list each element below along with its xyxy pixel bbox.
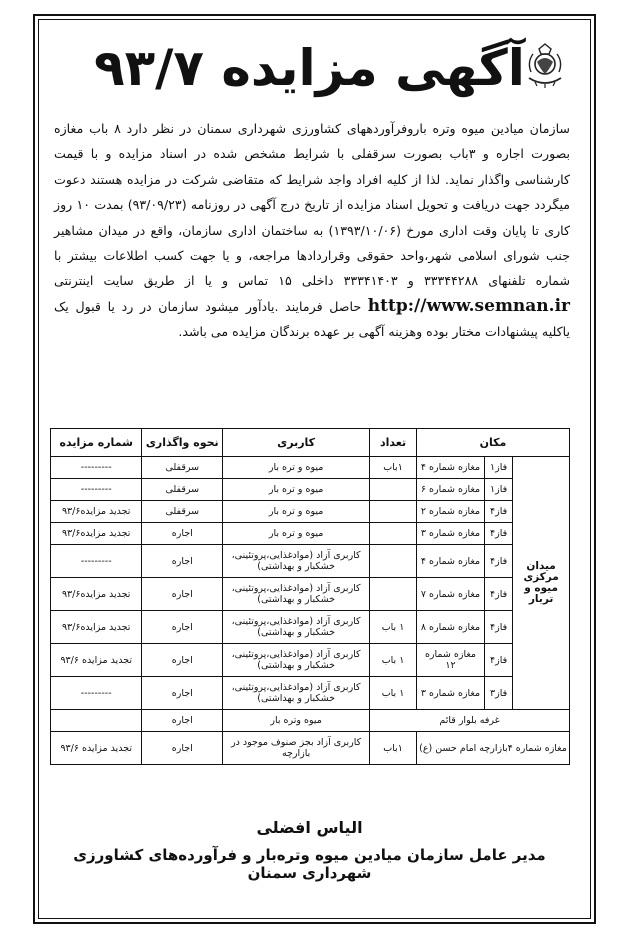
phase-cell: فاز۴ bbox=[485, 501, 513, 523]
count-cell: ۱باب bbox=[370, 732, 417, 765]
phase-cell: فاز۴ bbox=[485, 545, 513, 578]
table-row bbox=[51, 479, 570, 501]
auction-number-cell: --------- bbox=[51, 479, 142, 501]
auction-number-cell: --------- bbox=[51, 677, 142, 710]
auction-table bbox=[50, 428, 570, 765]
header-usage: کاربری bbox=[223, 429, 370, 457]
header-count: تعداد bbox=[370, 429, 417, 457]
mode-cell: اجاره bbox=[142, 545, 223, 578]
location-cell: مغازه شماره ۴بازارچه امام حسن (ع) bbox=[416, 732, 569, 765]
shop-cell: مغازه شماره ۱۲ bbox=[416, 644, 484, 677]
shop-cell: مغازه شماره ۷ bbox=[416, 578, 484, 611]
count-cell: ۱ باب bbox=[370, 677, 417, 710]
usage-cell: میوه وتره بار bbox=[223, 710, 370, 732]
table-row bbox=[51, 611, 570, 644]
auction-number-cell: تجدید مزایده۹۳/۶ bbox=[51, 501, 142, 523]
phase-cell: فاز۴ bbox=[485, 523, 513, 545]
shop-cell: مغازه شماره ۲ bbox=[416, 501, 484, 523]
auction-number-cell bbox=[51, 710, 142, 732]
table-row bbox=[51, 644, 570, 677]
phase-cell: فاز۳ bbox=[485, 677, 513, 710]
location-cell: غرفه بلوار قائم bbox=[370, 710, 570, 732]
usage-cell: کاربری آزاد (موادغذایی،پروتئینی، خشکبار و بهداشتی) bbox=[223, 611, 370, 644]
auction-number-cell: تجدید مزایده۹۳/۶ bbox=[51, 611, 142, 644]
shop-cell: مغازه شماره ۶ bbox=[416, 479, 484, 501]
usage-cell: میوه و تره بار bbox=[223, 523, 370, 545]
signatory-name: الیاس افضلی bbox=[256, 818, 363, 837]
phase-cell: فاز۴ bbox=[485, 644, 513, 677]
auction-number-cell: تجدید مزایده۹۳/۶ bbox=[51, 523, 142, 545]
count-cell bbox=[370, 501, 417, 523]
table-row bbox=[51, 457, 570, 479]
mode-cell: اجاره bbox=[142, 611, 223, 644]
usage-cell: کاربری آزاد (موادغذایی،پروتئینی، خشکبار و بهداشتی) bbox=[223, 677, 370, 710]
shop-cell: مغازه شماره ۴ bbox=[416, 457, 484, 479]
count-cell bbox=[370, 578, 417, 611]
table-row bbox=[51, 578, 570, 611]
notice-paragraph-main: سازمان میادین میوه وتره باروفرآوردههای کشاورزی شهرداری سمنان در نظر دارد ۸ باب مغازه بصورت اجاره و ۳باب بصورت سرقفلی با شرایط مشخص شده در اسناد مزایده و با قیمت کارشناسی واگذار نماید. لذا از کلیه افراد واجد شرایط که متقاضی شرکت در مزایده هستند دعوت میگردد جهت دریافت و تحویل اسناد مزایده از تاریخ درج آگهی در روزنامه (۹۳/۰۹/۲۳) بمدت ۱۰ روز کاری تا پایان وقت اداری مورخ (۱۳۹۳/۱۰/۰۶) به ساختمان اداری سازمان، واقع در میدان مشاهیر جنب شورای اسلامی شهر،واحد حقوقی وقراردادها مراجعه، و یا جهت کسب اطلاعات بیشتر با شماره تلفنهای ۳۳۳۴۴۲۸۸ و ۳۳۳۴۱۴۰۳ داخلی ۱۵ تماس و یا از طریق سایت اینترنتی bbox=[54, 121, 570, 289]
auction-number-cell: تجدید مزایده ۹۳/۶ bbox=[51, 644, 142, 677]
header-auction-number: شماره مزایده bbox=[51, 429, 142, 457]
notice-title: آگهی مزایده ۹۳/۷ bbox=[94, 39, 525, 97]
count-cell bbox=[370, 479, 417, 501]
usage-cell: میوه و تره بار bbox=[223, 479, 370, 501]
usage-cell: میوه و تره بار bbox=[223, 457, 370, 479]
website-link[interactable]: http://www.semnan.ir bbox=[367, 295, 570, 316]
table-row bbox=[51, 710, 570, 732]
mode-cell: اجاره bbox=[142, 523, 223, 545]
shop-cell: مغازه شماره ۳ bbox=[416, 523, 484, 545]
auction-number-cell: تجدید مزایده۹۳/۶ bbox=[51, 578, 142, 611]
mode-cell: اجاره bbox=[142, 710, 223, 732]
shop-cell: مغازه شماره ۴ bbox=[416, 545, 484, 578]
count-cell bbox=[370, 545, 417, 578]
phase-cell: فاز۱ bbox=[485, 457, 513, 479]
mode-cell: اجاره bbox=[142, 578, 223, 611]
usage-cell: کاربری آزاد (موادغذایی،پروتئینی، خشکبار و بهداشتی) bbox=[223, 644, 370, 677]
signatory-title: مدیر عامل سازمان میادین میوه وتره‌بار و فرآورده‌های کشاورزی شهرداری سمنان bbox=[73, 846, 546, 882]
count-cell: ۱باب bbox=[370, 457, 417, 479]
notice-body bbox=[54, 116, 570, 345]
mode-cell: سرقفلی bbox=[142, 501, 223, 523]
mode-cell: سرقفلی bbox=[142, 479, 223, 501]
usage-cell: کاربری آزاد (موادغذایی،پروتئینی، خشکبار و بهداشتی) bbox=[223, 545, 370, 578]
phase-cell: فاز۴ bbox=[485, 578, 513, 611]
header-mode: نحوه واگذاری bbox=[142, 429, 223, 457]
auction-number-cell: تجدید مزایده ۹۳/۶ bbox=[51, 732, 142, 765]
big-location-cell: میدان مرکزی میوه و تربار bbox=[513, 457, 570, 710]
auction-number-cell: --------- bbox=[51, 545, 142, 578]
count-cell: ۱ باب bbox=[370, 611, 417, 644]
usage-cell: کاربری آزاد بجز صنوف موجود در بازارچه bbox=[223, 732, 370, 765]
mode-cell: سرقفلی bbox=[142, 457, 223, 479]
table-row bbox=[51, 677, 570, 710]
mode-cell: اجاره bbox=[142, 732, 223, 765]
mode-cell: اجاره bbox=[142, 644, 223, 677]
shop-cell: مغازه شماره ۳ bbox=[416, 677, 484, 710]
phase-cell: فاز۴ bbox=[485, 611, 513, 644]
usage-cell: کاربری آزاد (موادغذایی،پروتئینی، خشکبار و بهداشتی) bbox=[223, 578, 370, 611]
phase-cell: فاز۱ bbox=[485, 479, 513, 501]
table-row bbox=[51, 732, 570, 765]
count-cell bbox=[370, 523, 417, 545]
notice-paragraph-end: حاصل فرمایند .یادآور میشود سازمان در رد یا قبول یک یاکلیه پیشنهادات مختار بوده وهزینه آگهی بر عهده برندگان مزایده می باشد. bbox=[54, 298, 570, 340]
table-header-row bbox=[51, 429, 570, 457]
auction-number-cell: --------- bbox=[51, 457, 142, 479]
mode-cell: اجاره bbox=[142, 677, 223, 710]
table-row bbox=[51, 501, 570, 523]
table-row bbox=[51, 545, 570, 578]
header-location: مکان bbox=[416, 429, 569, 457]
shop-cell: مغازه شماره ۸ bbox=[416, 611, 484, 644]
count-cell: ۱ باب bbox=[370, 644, 417, 677]
usage-cell: میوه و تره بار bbox=[223, 501, 370, 523]
table-row bbox=[51, 523, 570, 545]
